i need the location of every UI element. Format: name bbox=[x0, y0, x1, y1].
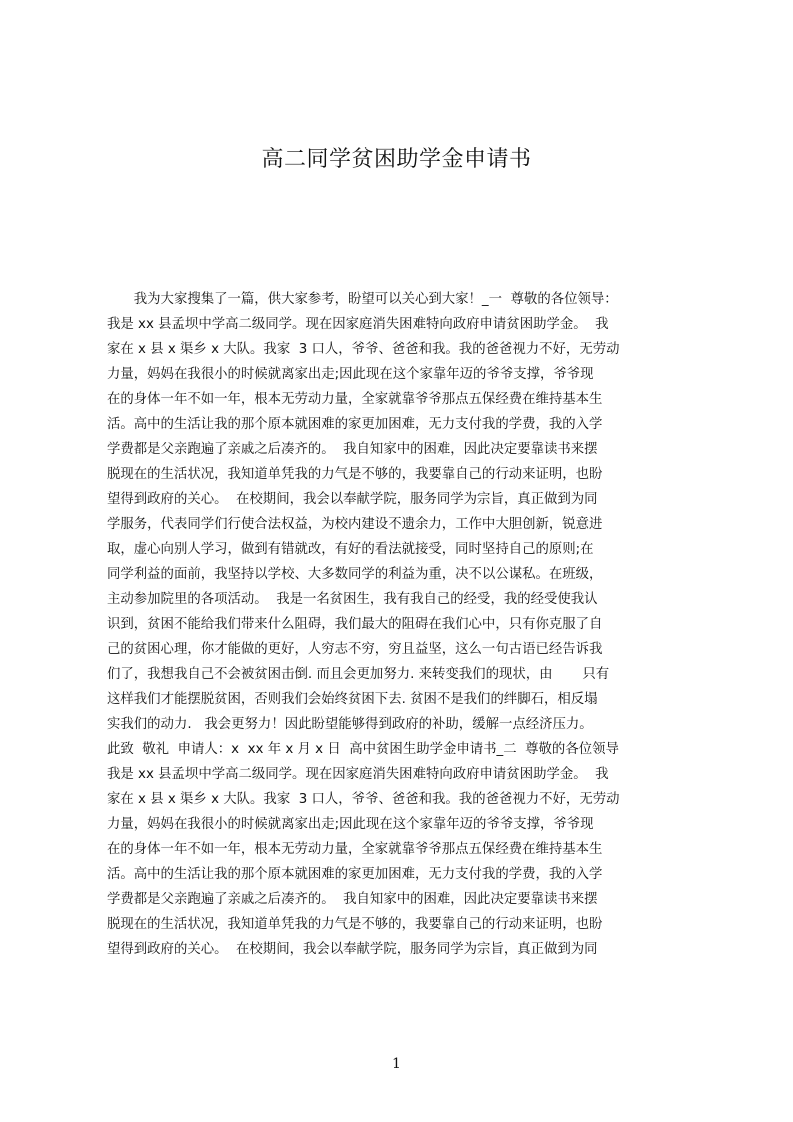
body-line: 活。高中的生活让我的那个原本就困难的家更加困难，无力支付我的学费，我的入学 bbox=[107, 417, 603, 432]
body-line: 家在 x 县 x 渠乡 x 大队。我家 3 口人，爷爷、爸爸和我。我的爸爸视力不好，无劳动 bbox=[107, 342, 620, 357]
body-line: 我是 xx 县孟坝中学高二级同学。现在因家庭消失困难特向政府申请贫困助学金。 我 bbox=[107, 317, 609, 332]
body-line: 这样我们才能摆脱贫困，否则我们会始终贫困下去. 贫困不是我们的绊脚石，相反塌 bbox=[107, 692, 598, 707]
body-line: 在的身体一年不如一年，根本无劳动力量，全家就靠爷爷那点五保经费在维持基本生 bbox=[107, 842, 603, 857]
body-line: 实我们的动力. 我会更努力！因此盼望能够得到政府的补助，缓解一点经济压力。 bbox=[107, 717, 593, 732]
body-line: 识到，贫困不能给我们带来什么阻碍，我们最大的阻碍在我们心中，只有你克服了自 bbox=[107, 617, 603, 632]
body-line: 我为大家搜集了一篇，供大家参考，盼望可以关心到大家！_一 尊敬的各位领导： bbox=[107, 292, 618, 307]
body-line: 在的身体一年不如一年，根本无劳动力量，全家就靠爷爷那点五保经费在维持基本生 bbox=[107, 392, 603, 407]
body-line: 脱现在的生活状况，我知道单凭我的力气是不够的，我要靠自己的行动来证明，也盼 bbox=[107, 917, 603, 932]
body-line: 学服务，代表同学们行使合法权益，为校内建设不遗余力，工作中大胆创新，锐意进 bbox=[107, 517, 603, 532]
body-line: 脱现在的生活状况，我知道单凭我的力气是不够的，我要靠自己的行动来证明，也盼 bbox=[107, 467, 603, 482]
body-line: 家在 x 县 x 渠乡 x 大队。我家 3 口人，爷爷、爸爸和我。我的爸爸视力不好，无劳动 bbox=[107, 792, 620, 807]
body-line: 此致 敬礼 申请人：x xx 年 x 月 x 日 高中贫困生助学金申请书_二 尊敬的各位领导 bbox=[107, 742, 619, 757]
body-line: 取，虚心向别人学习，做到有错就改，有好的看法就接受，同时坚持自己的原则;在 bbox=[107, 542, 594, 557]
body-line: 望得到政府的关心。 在校期间，我会以奉献学院，服务同学为宗旨，真正做到为同 bbox=[107, 492, 598, 507]
body-line: 我是 xx 县孟坝中学高二级同学。现在因家庭消失困难特向政府申请贫困助学金。 我 bbox=[107, 767, 609, 782]
body-line: 力量，妈妈在我很小的时候就离家出走;因此现在这个家靠年迈的爷爷支撑，爷爷现 bbox=[107, 367, 594, 382]
body-line: 学费都是父亲跑遍了亲戚之后凑齐的。 我自知家中的困难，因此决定要靠读书来摆 bbox=[107, 442, 598, 457]
page-number: 1 bbox=[392, 1056, 401, 1072]
document-title: 高二同学贫困助学金申请书 bbox=[261, 147, 532, 172]
body-line: 力量，妈妈在我很小的时候就离家出走;因此现在这个家靠年迈的爷爷支撑，爷爷现 bbox=[107, 817, 594, 832]
body-line: 同学利益的面前，我坚持以学校、大多数同学的利益为重，决不以公谋私。在班级， bbox=[107, 567, 603, 582]
body-line: 主动参加院里的各项活动。 我是一名贫困生，我有我自己的经受，我的经受使我认 bbox=[107, 592, 598, 607]
body-line: 活。高中的生活让我的那个原本就困难的家更加困难，无力支付我的学费，我的入学 bbox=[107, 867, 603, 882]
body-line: 们了，我想我自己不会被贫困击倒. 而且会更加努力. 来转变我们的现状，由 只有 bbox=[107, 667, 610, 682]
body-line: 望得到政府的关心。 在校期间，我会以奉献学院，服务同学为宗旨，真正做到为同 bbox=[107, 942, 598, 957]
document-body bbox=[107, 287, 707, 962]
body-line: 己的贫困心理，你才能做的更好，人穷志不穷，穷且益坚，这么一句古语已经告诉我 bbox=[107, 642, 603, 657]
body-line: 学费都是父亲跑遍了亲戚之后凑齐的。 我自知家中的困难，因此决定要靠读书来摆 bbox=[107, 892, 598, 907]
